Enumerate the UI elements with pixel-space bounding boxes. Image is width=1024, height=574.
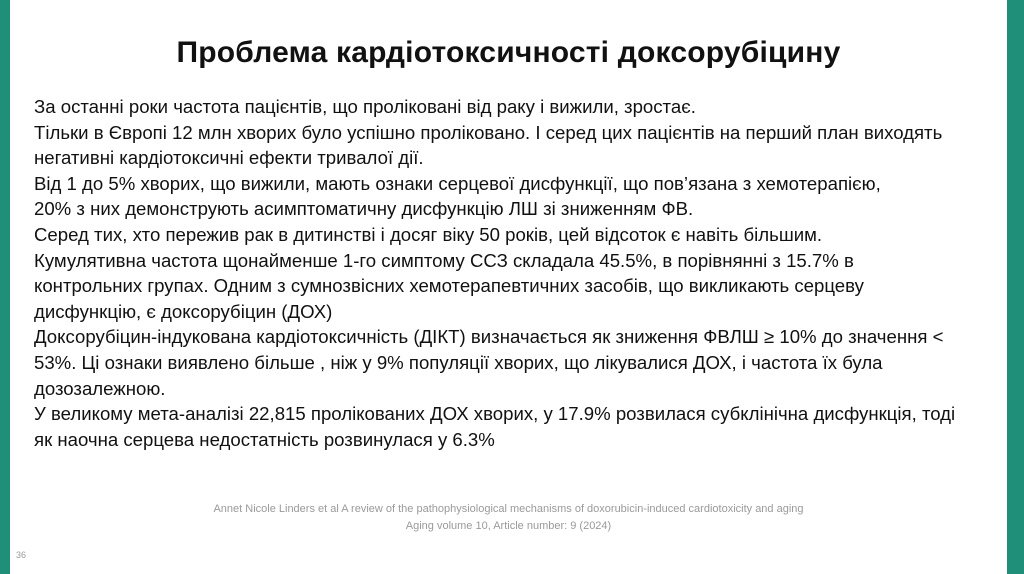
paragraph: Кумулятивна частота щонайменше 1-го симптому ССЗ складала 45.5%, в порівнянні з 15.7% в контрольних групах. Одним з сумнозвісних хемотерапевтичних засобів, що викликають серцеву дисфункцію, є доксорубіцин (ДОХ) [34, 249, 864, 322]
paragraph: Доксорубіцин-індукована кардіотоксичність (ДІКТ) визначається як зниження ФВЛШ ≥ 10% до значення < 53%. Ці ознаки виявлено більше , ніж у 9% популяції хворих, що лікувалися ДОХ, і частота їх була дозозалежною. [34, 326, 944, 399]
citation [10, 501, 1007, 535]
paragraph: 20% з них демонструють асимптоматичну дисфункцію ЛШ зі зниженням ФВ. [34, 198, 694, 220]
paragraph: Серед тих, хто пережив рак в дитинстві і досяг віку 50 років, цей відсоток є навіть більшим. [34, 223, 823, 245]
paragraph: Від 1 до 5% хворих, що вижили, мають ознаки серцевої дисфункції, що пов’язана з хемотерапією, [34, 172, 881, 194]
paragraph: За останні роки частота пацієнтів, що проліковані від раку і вижили, зростає. [34, 96, 696, 117]
page-number: 36 [16, 550, 27, 560]
paragraph: Тільки в Європі 12 млн хворих було успішно проліковано. І серед цих пацієнтів на перший план виходять негативні кардіотоксичні ефекти тривалої дії. [34, 121, 943, 169]
paragraph: У великому мета-аналізі 22,815 пролікованих ДОХ хворих, у 17.9% розвилася субклінічна дисфункція, тоді як наочна серцева недостатність розвинулася у 6.3% [34, 403, 956, 450]
slide [10, 0, 1007, 574]
slide-title: Проблема кардіотоксичності доксорубіцину [176, 36, 841, 69]
citation-line-2: Aging volume 10, Article number: 9 (2024) [405, 520, 612, 532]
citation-line-1: Annet Nicole Linders et al A review of the pathophysiological mechanisms of doxorubicin-induced cardiotoxicity and aging [213, 503, 804, 515]
slide-body [34, 94, 964, 452]
